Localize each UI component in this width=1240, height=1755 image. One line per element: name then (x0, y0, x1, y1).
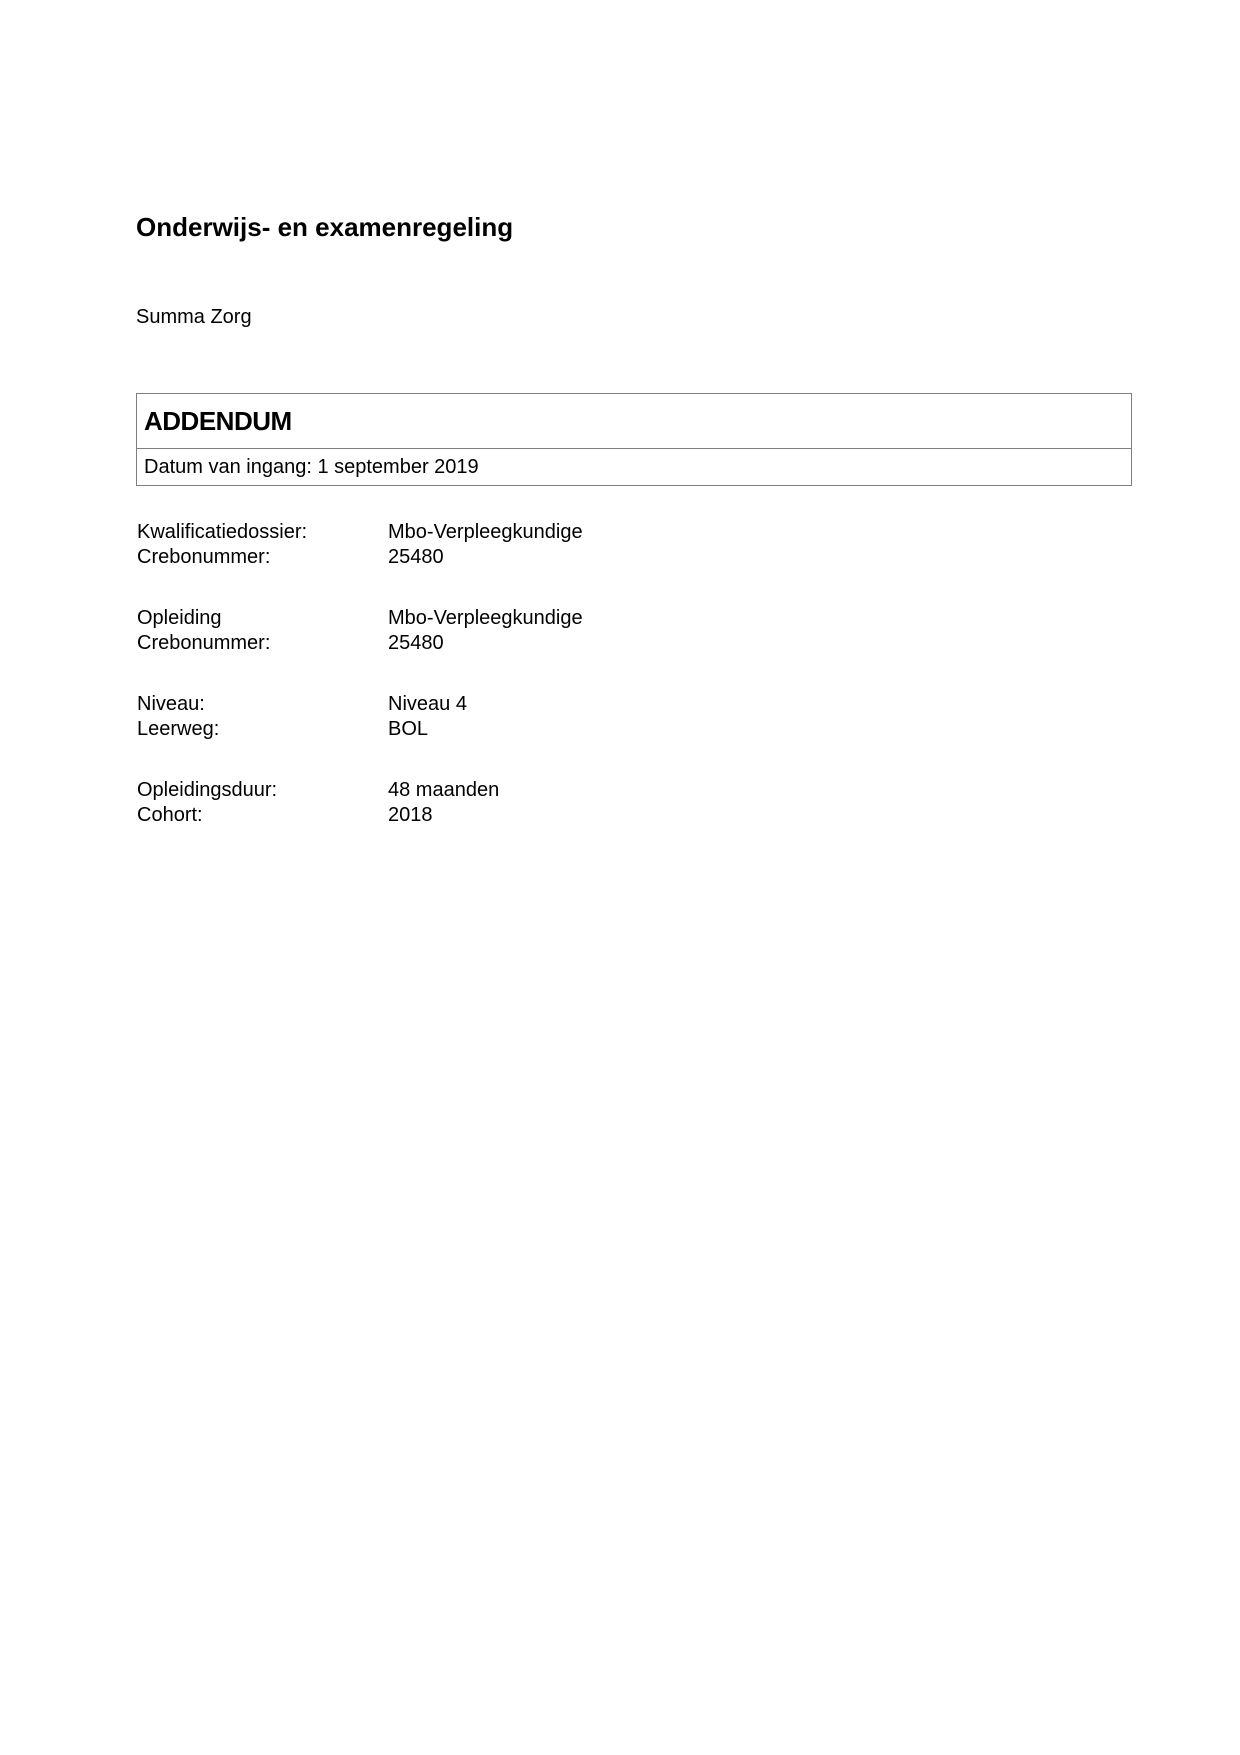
info-label: Crebonummer: (137, 546, 271, 568)
info-label: Kwalificatiedossier: (137, 521, 308, 543)
addendum-box (136, 393, 1132, 486)
info-label: Opleiding (137, 607, 222, 629)
info-row (137, 631, 837, 656)
info-value: 2018 (388, 804, 433, 826)
info-row (137, 606, 837, 631)
qualification-info (137, 520, 837, 864)
info-group-programme (137, 606, 837, 656)
info-value: 25480 (388, 632, 444, 654)
info-row (137, 717, 837, 742)
info-row (137, 778, 837, 803)
info-value: 25480 (388, 546, 444, 568)
info-value: Mbo-Verpleegkundige (388, 607, 583, 629)
info-group-level (137, 692, 837, 742)
info-label: Opleidingsduur: (137, 779, 278, 801)
info-row (137, 692, 837, 717)
document-title: Onderwijs- en examenregeling (136, 212, 514, 242)
addendum-effective-date: Datum van ingang: 1 september 2019 (144, 455, 479, 478)
info-value: Niveau 4 (388, 693, 467, 715)
info-value: Mbo-Verpleegkundige (388, 521, 583, 543)
info-group-duration (137, 778, 837, 828)
info-label: Crebonummer: (137, 632, 271, 654)
info-row (137, 520, 837, 545)
info-label: Niveau: (137, 693, 205, 715)
info-value: BOL (388, 718, 429, 740)
info-value: 48 maanden (388, 779, 500, 801)
info-row (137, 545, 837, 570)
info-label: Leerweg: (137, 718, 220, 740)
info-label: Cohort: (137, 804, 203, 826)
info-group-qualification (137, 520, 837, 570)
organisation-name: Summa Zorg (136, 306, 252, 328)
addendum-heading: ADDENDUM (137, 394, 1131, 449)
info-row (137, 803, 837, 828)
